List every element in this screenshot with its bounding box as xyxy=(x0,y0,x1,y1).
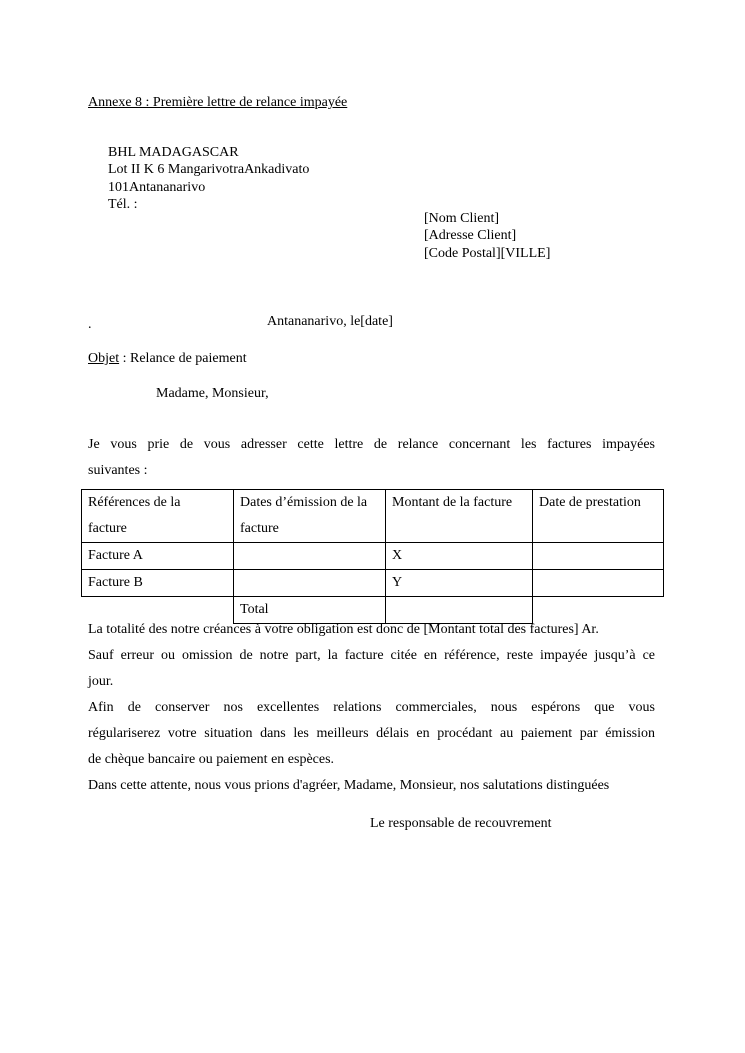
subject-text: : Relance de paiement xyxy=(119,351,247,366)
table-total-row xyxy=(82,597,664,624)
invoice-table xyxy=(81,489,664,624)
header-references-line1: Références de la xyxy=(88,495,181,510)
body-paragraph-2-line1: Sauf erreur ou omission de notre part, la facture citée en référence, reste impayée jusqu’à ce xyxy=(88,648,655,663)
closing-line: Dans cette attente, nous vous prions d'agréer, Madame, Monsieur, nos salutations distinguées xyxy=(88,778,610,793)
row-montant: X xyxy=(386,543,533,570)
sender-phone: Tél. : xyxy=(108,197,138,212)
row-prestation xyxy=(533,570,664,597)
body-paragraph-3-line2: régulariserez votre situation dans les meilleurs délais en procédant au paiement par émission xyxy=(88,726,655,741)
recipient-city: [Code Postal][VILLE] xyxy=(424,246,551,261)
body-paragraph-1: La totalité des notre créances à votre obligation est donc de [Montant total des factures] Ar. xyxy=(88,622,599,637)
total-value xyxy=(386,597,533,624)
place-date: Antananarivo, le[date] xyxy=(267,314,393,329)
header-dates-line1: Dates d’émission de la xyxy=(240,495,368,510)
row-ref: Facture B xyxy=(82,570,234,597)
header-dates xyxy=(234,490,386,543)
sender-name: BHL MADAGASCAR xyxy=(108,145,239,160)
sender-address-line2: 101Antananarivo xyxy=(108,180,206,195)
row-montant: Y xyxy=(386,570,533,597)
total-spacer-right xyxy=(533,597,664,624)
intro-line2: suivantes : xyxy=(88,463,148,478)
subject-label: Objet xyxy=(88,351,120,366)
recipient-name: [Nom Client] xyxy=(424,211,500,226)
total-label: Total xyxy=(234,597,386,624)
header-prestation: Date de prestation xyxy=(533,490,664,543)
header-references-line2: facture xyxy=(88,521,127,536)
intro-line1: Je vous prie de vous adresser cette lettre de relance concernant les factures impayées xyxy=(88,437,655,452)
row-ref: Facture A xyxy=(82,543,234,570)
annex-title: Annexe 8 : Première lettre de relance impayée xyxy=(88,95,348,110)
header-references xyxy=(82,490,234,543)
table-row xyxy=(82,543,664,570)
table-row xyxy=(82,570,664,597)
body-paragraph-3-line3: de chèque bancaire ou paiement en espèces. xyxy=(88,752,335,767)
recipient-address: [Adresse Client] xyxy=(424,228,517,243)
dot-marker: . xyxy=(88,317,92,332)
row-prestation xyxy=(533,543,664,570)
row-date xyxy=(234,543,386,570)
header-montant: Montant de la facture xyxy=(386,490,533,543)
row-date xyxy=(234,570,386,597)
sender-address-line1: Lot II K 6 MangarivotraAnkadivato xyxy=(108,162,310,177)
table-header-row xyxy=(82,490,664,543)
total-spacer xyxy=(82,597,234,624)
header-dates-line2: facture xyxy=(240,521,279,536)
subject-line xyxy=(88,350,247,367)
body-paragraph-2-line2: jour. xyxy=(88,674,114,689)
signature: Le responsable de recouvrement xyxy=(370,816,552,831)
body-paragraph-3-line1: Afin de conserver nos excellentes relations commerciales, nous espérons que vous xyxy=(88,700,655,715)
salutation: Madame, Monsieur, xyxy=(156,386,269,401)
